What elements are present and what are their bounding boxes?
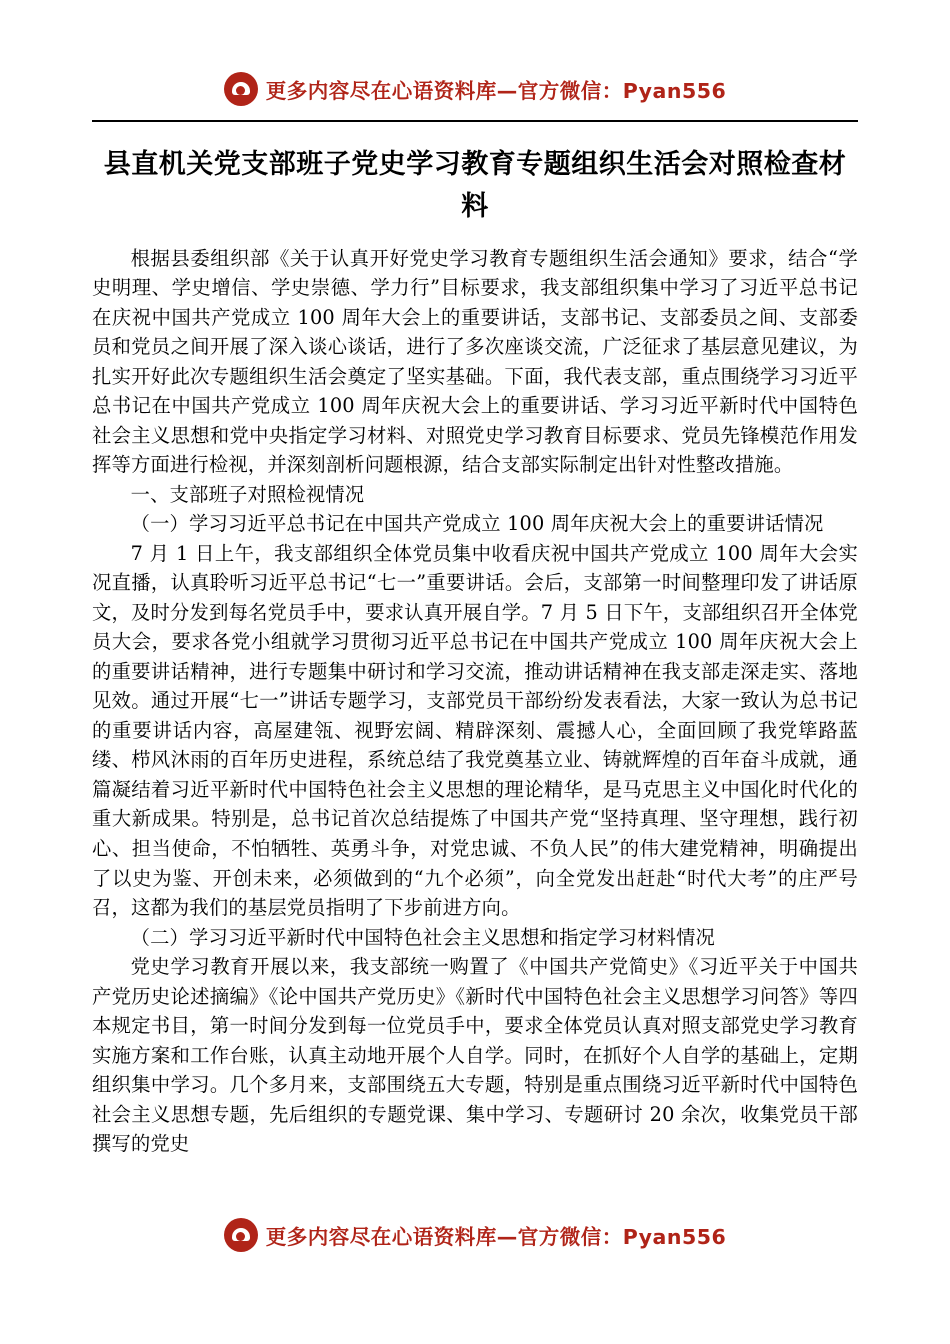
watermark-text: 更多内容尽在心语资料库—官方微信：Pyan556 <box>265 79 727 103</box>
watermark-text: 更多内容尽在心语资料库—官方微信：Pyan556 <box>265 1225 727 1249</box>
watermark-header <box>92 0 858 106</box>
paragraph-intro: 根据县委组织部《关于认真开好党史学习教育专题组织生活会通知》要求，结合“学史明理、学史增信、学史崇德、学力行”目标要求，我支部组织集中学习了习近平总书记在庆祝中国共产党成立 100 周年大会上的重要讲话，支部书记、支部委员之间、支部委员和党员之间开展了深入谈心谈话，进行了多次座谈交流，广泛征求了基层意见建议，为扎实开好此次专题组织生活会奠定了坚实基础。下面，我代表支部，重点围绕学习习近平总书记在中国共产党成立 100 周年庆祝大会上的重要讲话、学习习近平新时代中国特色社会主义思想和党中央指定学习材料、对照党史学习教育目标要求、党员先锋模范作用发挥等方面进行检视，并深刻剖析问题根源，结合支部实际制定出针对性整改措施。 <box>92 246 858 477</box>
page-title: 县直机关党支部班子党史学习教育专题组织生活会对照检查材料 <box>103 149 847 222</box>
paragraph-subsection-one-body: 7 月 1 日上午，我支部组织全体党员集中收看庆祝中国共产党成立 100 周年大会实况直播，认真聆听习近平总书记“七一”重要讲话。会后，支部第一时间整理印发了讲话原文，及时分发到每名党员手中，要求认真开展自学。7 月 5 日下午，支部组织召开全体党员大会，要求各党小组就学习贯彻习近平总书记在中国共产党成立 100 周年庆祝大会上的重要讲话精神，进行专题集中研讨和学习交流，推动讲话精神在我支部走深走实、落地见效。通过开展“七一”讲话专题学习，支部党员干部纷纷发表看法，大家一致认为总书记的重要讲话内容，高屋建瓴、视野宏阔、精辟深刻、震撼人心，全面回顾了我党筚路蓝缕、栉风沐雨的百年历史进程，系统总结了我党奠基立业、铸就辉煌的百年奋斗成就，通篇凝结着习近平新时代中国特色社会主义思想的理论精华，是马克思主义中国化时代化的重大新成果。特别是，总书记首次总结提炼了中国共产党“坚持真理、坚守理想，践行初心、担当使命，不怕牺牲、英勇斗争，对党忠诚、不负人民”的伟大建党精神，明确提出了以史为鉴、开创未来，必须做到的“九个必须”，向全党发出赶赴“时代大考”的庄严号召，这都为我们的基层党员指明了下步前进方向。 <box>92 541 858 920</box>
watermark-footer <box>0 1218 950 1252</box>
heading-section-one: 一、支部班子对照检视情况 <box>130 482 365 506</box>
heading-subsection-one: （一）学习习近平总书记在中国共产党成立 100 周年庆祝大会上的重要讲话情况 <box>130 512 824 536</box>
book-circle-logo-icon <box>224 1218 258 1252</box>
document-body <box>92 244 858 1159</box>
paragraph-subsection-two-body: 党史学习教育开展以来，我支部统一购置了《中国共产党简史》《习近平关于中国共产党历史论述摘编》《论中国共产党历史》《新时代中国特色社会主义思想学习问答》等四本规定书目，第一时间分发到每一位党员手中，要求全体党员认真对照支部党史学习教育实施方案和工作台账，认真主动地开展个人自学。同时，在抓好个人自学的基础上，定期组织集中学习。几个多月来，支部围绕五大专题，特别是重点围绕习近平新时代中国特色社会主义思想专题，先后组织的专题党课、集中学习、专题研讨 20 余次，收集党员干部撰写的党史 <box>92 955 858 1156</box>
book-circle-logo-icon <box>224 72 258 106</box>
header-divider <box>92 120 858 122</box>
heading-subsection-two: （二）学习习近平新时代中国特色社会主义思想和指定学习材料情况 <box>130 925 716 949</box>
